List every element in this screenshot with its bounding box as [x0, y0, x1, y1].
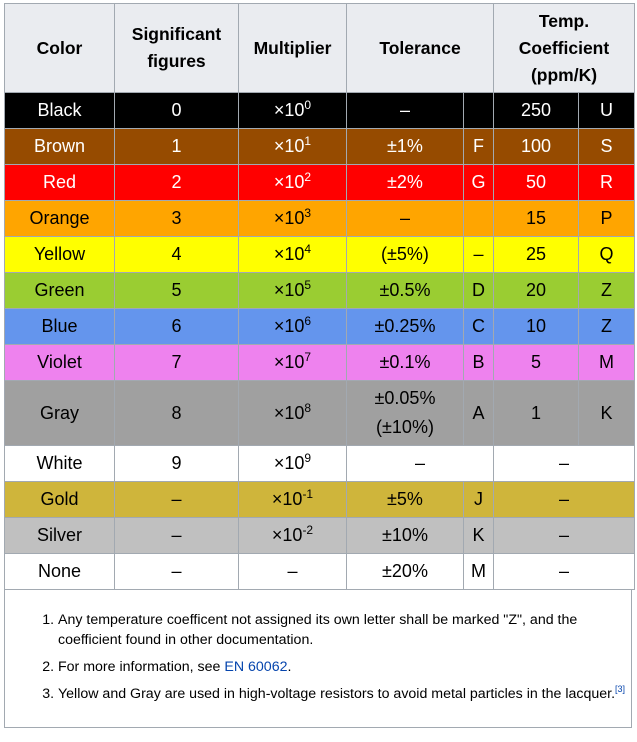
tolerance-cell: ±10%	[347, 518, 464, 554]
multiplier-base: ×10	[273, 172, 305, 192]
multiplier-base: ×10	[273, 136, 305, 156]
color-name-cell: Silver	[5, 518, 115, 554]
tolerance-code-cell	[464, 201, 494, 237]
table-body	[5, 93, 635, 590]
multiplier-exponent: 0	[304, 98, 312, 112]
multiplier-exponent: -2	[302, 523, 314, 537]
significant-figure-cell: 6	[115, 309, 239, 345]
temp-code-cell: Z	[579, 273, 635, 309]
temp-coefficient-cell: –	[494, 518, 635, 554]
multiplier-exponent: 3	[304, 206, 312, 220]
table-row	[5, 518, 635, 554]
multiplier-exponent: 2	[304, 170, 312, 184]
temp-coefficient-cell: 50	[494, 165, 579, 201]
temp-coefficient-cell: 20	[494, 273, 579, 309]
color-name-cell: Black	[5, 93, 115, 129]
tolerance-cell	[347, 381, 464, 446]
color-name-cell: Brown	[5, 129, 115, 165]
table-row	[5, 129, 635, 165]
table-row	[5, 93, 635, 129]
table-row	[5, 482, 635, 518]
significant-figure-cell: 9	[115, 446, 239, 482]
tolerance-cell: ±2%	[347, 165, 464, 201]
color-name-cell: Red	[5, 165, 115, 201]
multiplier-base: ×10	[273, 100, 305, 120]
color-name-cell: White	[5, 446, 115, 482]
temp-coefficient-cell: 25	[494, 237, 579, 273]
resistor-color-code-table	[4, 3, 635, 590]
table-row	[5, 201, 635, 237]
multiplier-exponent: -1	[302, 487, 314, 501]
tolerance-code-cell: F	[464, 129, 494, 165]
header-row	[5, 4, 635, 93]
temp-coefficient-cell: 250	[494, 93, 579, 129]
color-name-cell: Gray	[5, 381, 115, 446]
temp-coefficient-cell: –	[494, 446, 635, 482]
table-row	[5, 554, 635, 590]
multiplier-cell	[239, 165, 347, 201]
tolerance-cell: ±0.1%	[347, 345, 464, 381]
multiplier-base: ×10	[273, 244, 305, 264]
table-row	[5, 273, 635, 309]
significant-figure-cell: –	[115, 554, 239, 590]
color-name-cell: Green	[5, 273, 115, 309]
table-row	[5, 446, 635, 482]
multiplier-exponent: 9	[304, 451, 312, 465]
tolerance-cell: –	[347, 201, 464, 237]
temp-code-cell: M	[579, 345, 635, 381]
tolerance-code-cell: D	[464, 273, 494, 309]
en-60062-link[interactable]: EN 60062	[224, 659, 288, 675]
multiplier-base: ×10	[271, 525, 303, 545]
multiplier-base: ×10	[271, 489, 303, 509]
tolerance-code-cell: M	[464, 554, 494, 590]
temp-coefficient-cell: 10	[494, 309, 579, 345]
footnotes	[4, 598, 632, 728]
significant-figure-cell: –	[115, 518, 239, 554]
multiplier-cell	[239, 518, 347, 554]
significant-figure-cell: 2	[115, 165, 239, 201]
temp-coefficient-cell: 1	[494, 381, 579, 446]
multiplier-base: ×10	[273, 352, 305, 372]
tolerance-code-cell: K	[464, 518, 494, 554]
significant-figure-cell: 0	[115, 93, 239, 129]
multiplier-base: –	[287, 561, 298, 581]
temp-code-cell: S	[579, 129, 635, 165]
multiplier-cell	[239, 93, 347, 129]
tolerance-code-cell: A	[464, 381, 494, 446]
multiplier-exponent: 7	[304, 350, 312, 364]
color-name-cell: Blue	[5, 309, 115, 345]
tolerance-code-cell: B	[464, 345, 494, 381]
temp-coefficient-cell: 15	[494, 201, 579, 237]
multiplier-exponent: 4	[304, 242, 312, 256]
significant-figure-cell: 3	[115, 201, 239, 237]
tolerance-cell: (±5%)	[347, 237, 464, 273]
multiplier-cell	[239, 273, 347, 309]
multiplier-cell	[239, 345, 347, 381]
temp-coefficient-cell: 100	[494, 129, 579, 165]
color-name-cell: Yellow	[5, 237, 115, 273]
footnote-1: 1. Any temperature coefficent not assigned its own letter shall be marked "Z", and the coefficient found in other documentation.	[58, 610, 631, 650]
multiplier-cell	[239, 554, 347, 590]
significant-figure-cell: 1	[115, 129, 239, 165]
multiplier-exponent: 6	[304, 314, 312, 328]
temp-code-cell: R	[579, 165, 635, 201]
tolerance-cell: –	[347, 93, 464, 129]
tolerance-code-cell	[464, 93, 494, 129]
multiplier-base: ×10	[273, 208, 305, 228]
tolerance-value-alt: (±10%)	[376, 417, 434, 437]
multiplier-cell	[239, 381, 347, 446]
temp-coefficient-cell: –	[494, 482, 635, 518]
multiplier-cell	[239, 237, 347, 273]
temp-code-cell: K	[579, 381, 635, 446]
reference-3-link[interactable]: [3]	[615, 684, 626, 694]
table-row	[5, 237, 635, 273]
header-tolerance: Tolerance	[347, 4, 494, 93]
color-name-cell: Orange	[5, 201, 115, 237]
significant-figure-cell: 5	[115, 273, 239, 309]
header-color: Color	[5, 4, 115, 93]
multiplier-exponent: 1	[304, 134, 312, 148]
significant-figure-cell: 8	[115, 381, 239, 446]
multiplier-cell	[239, 446, 347, 482]
footnote-2: 2. For more information, see EN 60062.	[58, 657, 631, 677]
temp-coefficient-cell: –	[494, 554, 635, 590]
multiplier-base: ×10	[273, 402, 305, 423]
header-temp-coefficient: Temp. Coefficient (ppm/K)	[494, 4, 635, 93]
significant-figure-cell: 4	[115, 237, 239, 273]
tolerance-cell: ±5%	[347, 482, 464, 518]
tolerance-code-cell: C	[464, 309, 494, 345]
significant-figure-cell: –	[115, 482, 239, 518]
tolerance-cell: ±1%	[347, 129, 464, 165]
temp-code-cell: Q	[579, 237, 635, 273]
significant-figure-cell: 7	[115, 345, 239, 381]
table-row	[5, 165, 635, 201]
tolerance-code-cell: J	[464, 482, 494, 518]
temp-code-cell: Z	[579, 309, 635, 345]
tolerance-code-cell: G	[464, 165, 494, 201]
color-name-cell: Gold	[5, 482, 115, 518]
color-name-cell: Violet	[5, 345, 115, 381]
multiplier-cell	[239, 482, 347, 518]
tolerance-cell: –	[347, 446, 494, 482]
temp-code-cell: P	[579, 201, 635, 237]
multiplier-base: ×10	[273, 280, 305, 300]
color-code-table-wrapper	[4, 3, 634, 728]
tolerance-cell: ±20%	[347, 554, 464, 590]
table-row	[5, 309, 635, 345]
tolerance-cell: ±0.25%	[347, 309, 464, 345]
temp-code-cell: U	[579, 93, 635, 129]
multiplier-base: ×10	[273, 316, 305, 336]
header-significant-figures: Significant figures	[115, 4, 239, 93]
header-multiplier: Multiplier	[239, 4, 347, 93]
multiplier-exponent: 8	[304, 400, 312, 415]
multiplier-exponent: 5	[304, 278, 312, 292]
table-row	[5, 345, 635, 381]
table-row	[5, 381, 635, 446]
temp-coefficient-cell: 5	[494, 345, 579, 381]
multiplier-base: ×10	[273, 453, 305, 473]
tolerance-value: ±0.05%	[374, 388, 436, 408]
table-separator	[4, 590, 632, 598]
color-name-cell: None	[5, 554, 115, 590]
multiplier-cell	[239, 129, 347, 165]
multiplier-cell	[239, 201, 347, 237]
multiplier-cell	[239, 309, 347, 345]
tolerance-code-cell: –	[464, 237, 494, 273]
tolerance-cell: ±0.5%	[347, 273, 464, 309]
footnote-3: 3. Yellow and Gray are used in high-voltage resistors to avoid metal particles in the lacquer.[3]	[58, 684, 631, 704]
